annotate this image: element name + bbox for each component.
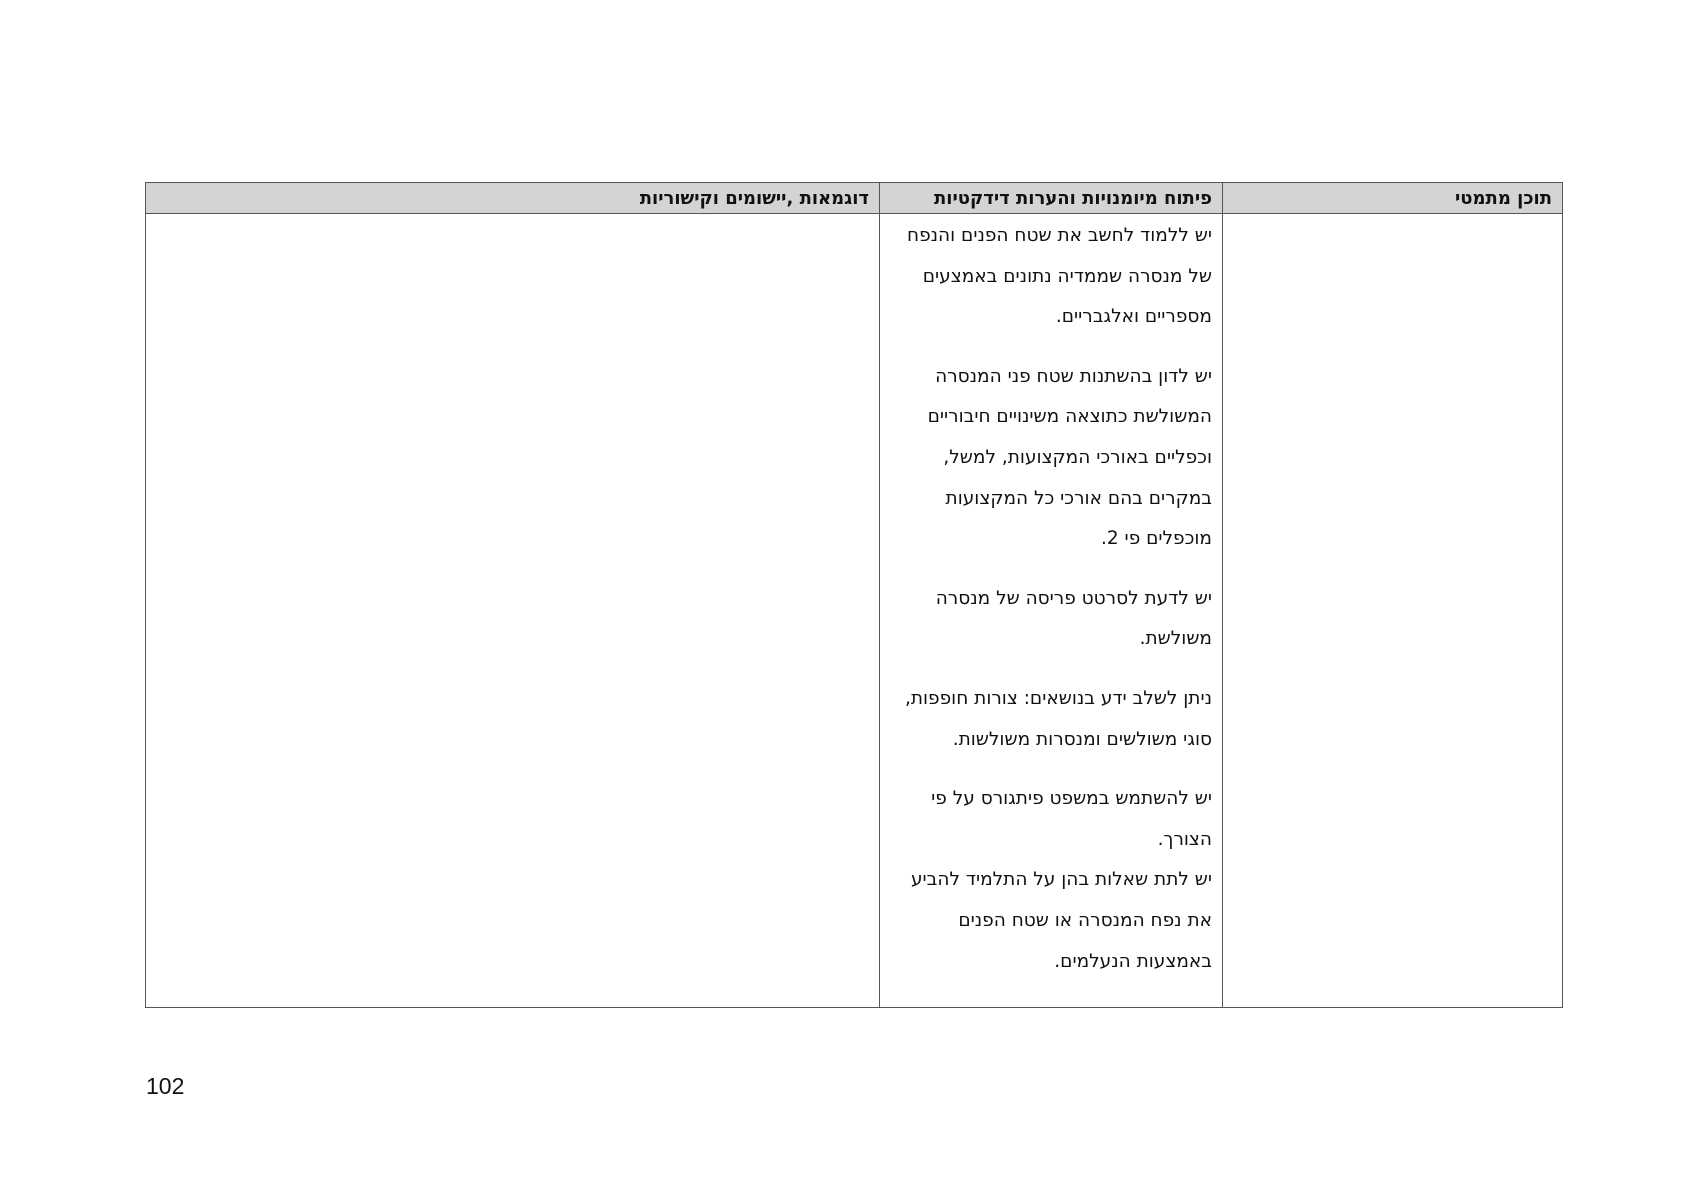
page-number: 102 (146, 1073, 185, 1099)
examples-cell (146, 214, 880, 1008)
skills-cell (880, 214, 1223, 1008)
curriculum-table (145, 182, 1563, 1008)
skills-paragraph: יש להשתמש במשפט פיתגורס על פי הצורך. (931, 788, 1212, 850)
header-examples-applications: דוגמאות ,יישומים וקישוריות (146, 183, 880, 214)
skills-paragraph: יש ללמוד לחשב את שטח הפנים והנפח של מנסרה שממדיה נתונים באמצעים מספריים ואלגבריים. (906, 225, 1212, 328)
skills-paragraph: ניתן לשלב ידע בנושאים: צורות חופפות, סוגי משולשים ומנסרות משולשות. (904, 687, 1212, 750)
math-content-cell (1223, 214, 1563, 1008)
header-math-content: תוכן מתמטי (1223, 183, 1563, 214)
skills-paragraph: יש לדעת לסרטט פריסה של מנסרה משולשת. (935, 587, 1212, 650)
table-header-row (146, 183, 1563, 214)
skills-paragraph: יש לדון בהשתנות שטח פני המנסרה המשולשת כתוצאה משינויים חיבוריים וכפליים באורכי המקצועות, למשל, במקרים בהם אורכי כל המקצועות מוכפלים פי 2. (927, 365, 1212, 550)
header-skills-didactic-notes: פיתוח מיומנויות והערות דידקטיות (880, 183, 1223, 214)
skills-paragraph: יש לתת שאלות בהן על התלמיד להביע את נפח המנסרה או שטח הפנים באמצעות הנעלמים. (910, 869, 1212, 972)
table-row (146, 214, 1563, 1008)
